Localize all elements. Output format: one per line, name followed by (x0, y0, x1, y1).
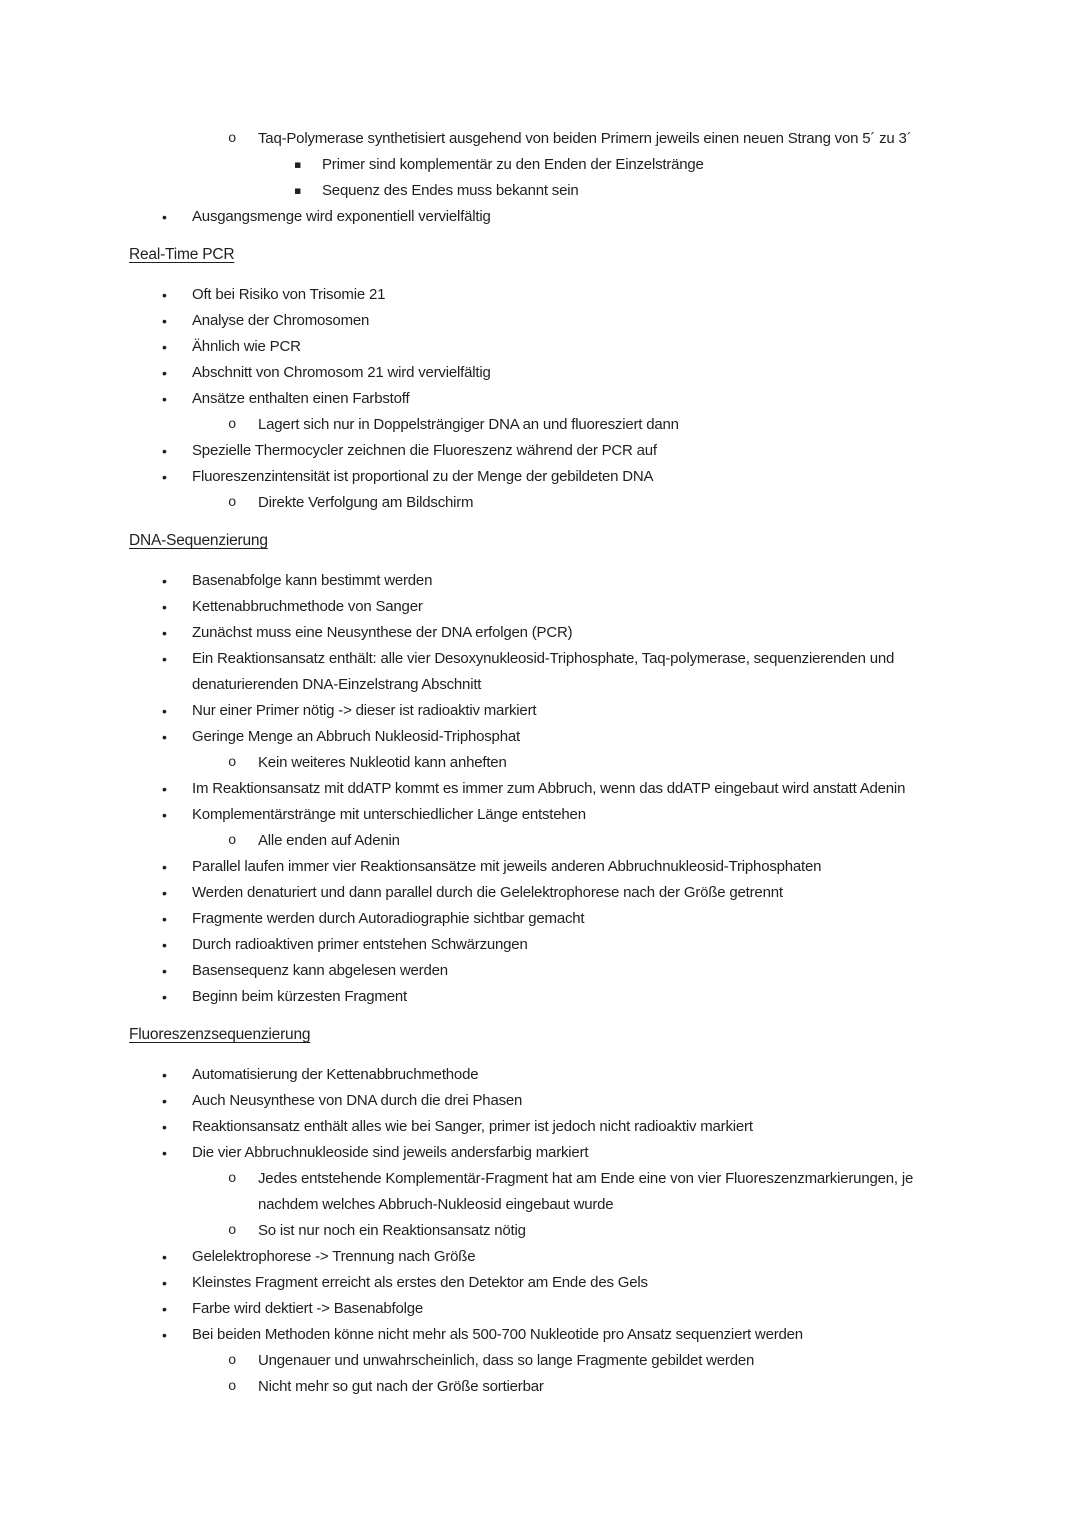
section (129, 126, 955, 230)
list-item-text: Nur einer Primer nötig -> dieser ist radioaktiv markiert (192, 702, 537, 719)
list-item (129, 1270, 955, 1296)
list-item (129, 776, 955, 802)
list-item (129, 906, 955, 932)
list-item (129, 984, 955, 1010)
list-item (129, 1322, 955, 1348)
list-item-text: Zunächst muss eine Neusynthese der DNA erfolgen (PCR) (192, 624, 573, 641)
disc-bullet-icon: • (162, 1249, 167, 1265)
disc-bullet-icon: • (162, 729, 167, 745)
disc-bullet-icon: • (162, 859, 167, 875)
disc-bullet-icon: • (162, 911, 167, 927)
list-item-text: Ein Reaktionsansatz enthält: alle vier Desoxynukleosid-Triphosphate, Taq-polymerase, sequenzierenden und denaturierenden DNA-Einzelstrang Abschnitt (192, 650, 895, 693)
document-body (129, 126, 955, 1400)
list-item (129, 464, 955, 490)
circle-bullet-icon: o (228, 833, 237, 849)
section-heading: Fluoreszenzsequenzierung (129, 1026, 311, 1043)
list-item-text: Ähnlich wie PCR (192, 338, 301, 355)
list-item-text: Direkte Verfolgung am Bildschirm (258, 494, 474, 511)
disc-bullet-icon: • (162, 287, 167, 303)
disc-bullet-icon: • (162, 365, 167, 381)
list-item-text: So ist nur noch ein Reaktionsansatz nötig (258, 1222, 526, 1239)
disc-bullet-icon: • (162, 937, 167, 953)
list-item (129, 1374, 955, 1400)
list-item-text: Kein weiteres Nukleotid kann anheften (258, 754, 507, 771)
list-item-text: Automatisierung der Kettenabbruchmethode (192, 1066, 479, 1083)
list-item (129, 308, 955, 334)
list-item (129, 386, 955, 412)
disc-bullet-icon: • (162, 1327, 167, 1343)
disc-bullet-icon: • (162, 443, 167, 459)
list-item (129, 620, 955, 646)
list-item-text: Fragmente werden durch Autoradiographie sichtbar gemacht (192, 910, 585, 927)
list-item (129, 750, 955, 776)
list-item (129, 1062, 955, 1088)
list-item (129, 490, 955, 516)
list-item-text: Parallel laufen immer vier Reaktionsansätze mit jeweils anderen Abbruchnukleosid-Triphosphaten (192, 858, 822, 875)
list-item-text: Geringe Menge an Abbruch Nukleosid-Triphosphat (192, 728, 520, 745)
list-item-text: Basenabfolge kann bestimmt werden (192, 572, 433, 589)
list-item (129, 1114, 955, 1140)
list-item-text: Im Reaktionsansatz mit ddATP kommt es immer zum Abbruch, wenn das ddATP eingebaut wird anstatt Adenin (192, 780, 906, 797)
circle-bullet-icon: o (228, 131, 237, 147)
disc-bullet-icon: • (162, 599, 167, 615)
disc-bullet-icon: • (162, 703, 167, 719)
list-item-text: Bei beiden Methoden könne nicht mehr als 500-700 Nukleotide pro Ansatz sequenziert werden (192, 1326, 803, 1343)
section-heading: Real-Time PCR (129, 246, 235, 263)
square-bullet-icon: ▪ (294, 184, 302, 197)
list-item-text: Kettenabbruchmethode von Sanger (192, 598, 423, 615)
list-item (129, 958, 955, 984)
disc-bullet-icon: • (162, 339, 167, 355)
section (129, 242, 955, 516)
list-item-text: Fluoreszenzintensität ist proportional zu der Menge der gebildeten DNA (192, 468, 654, 485)
disc-bullet-icon: • (162, 1145, 167, 1161)
list-item (129, 698, 955, 724)
list-item-text: Primer sind komplementär zu den Enden der Einzelstränge (322, 156, 704, 173)
circle-bullet-icon: o (228, 1223, 237, 1239)
list-item-text: Lagert sich nur in Doppelsträngiger DNA an und fluoresziert dann (258, 416, 679, 433)
list-item (129, 724, 955, 750)
list-item-text: Alle enden auf Adenin (258, 832, 400, 849)
disc-bullet-icon: • (162, 1067, 167, 1083)
list-item-text: Ansätze enthalten einen Farbstoff (192, 390, 410, 407)
list-item (129, 178, 955, 204)
disc-bullet-icon: • (162, 1093, 167, 1109)
list-item-text: Abschnitt von Chromosom 21 wird vervielfältig (192, 364, 491, 381)
disc-bullet-icon: • (162, 885, 167, 901)
circle-bullet-icon: o (228, 1353, 237, 1369)
list-item (129, 802, 955, 828)
list-item (129, 1218, 955, 1244)
disc-bullet-icon: • (162, 573, 167, 589)
disc-bullet-icon: • (162, 963, 167, 979)
circle-bullet-icon: o (228, 1171, 237, 1187)
list-item-text: Komplementärstränge mit unterschiedlicher Länge entstehen (192, 806, 586, 823)
bullet-list (129, 126, 955, 230)
list-item-text: Beginn beim kürzesten Fragment (192, 988, 407, 1005)
disc-bullet-icon: • (162, 989, 167, 1005)
list-item (129, 126, 955, 152)
list-item (129, 282, 955, 308)
list-item (129, 880, 955, 906)
circle-bullet-icon: o (228, 755, 237, 771)
list-item (129, 1088, 955, 1114)
section-heading: DNA-Sequenzierung (129, 532, 268, 549)
list-item (129, 204, 955, 230)
list-item (129, 828, 955, 854)
list-item-text: Oft bei Risiko von Trisomie 21 (192, 286, 386, 303)
list-item-text: Ungenauer und unwahrscheinlich, dass so lange Fragmente gebildet werden (258, 1352, 755, 1369)
list-item-text: Sequenz des Endes muss bekannt sein (322, 182, 579, 199)
list-item (129, 932, 955, 958)
list-item (129, 152, 955, 178)
list-item-text: Nicht mehr so gut nach der Größe sortierbar (258, 1378, 544, 1395)
list-item-text: Taq-Polymerase synthetisiert ausgehend von beiden Primern jeweils einen neuen Strang von 5´ zu 3´ (258, 130, 912, 147)
list-item-text: Farbe wird dektiert -> Basenabfolge (192, 1300, 424, 1317)
disc-bullet-icon: • (162, 1275, 167, 1291)
square-bullet-icon: ▪ (294, 158, 302, 171)
circle-bullet-icon: o (228, 1379, 237, 1395)
list-item (129, 568, 955, 594)
list-item (129, 1348, 955, 1374)
disc-bullet-icon: • (162, 313, 167, 329)
list-item (129, 1244, 955, 1270)
disc-bullet-icon: • (162, 1119, 167, 1135)
list-item (129, 854, 955, 880)
bullet-list (129, 568, 955, 1010)
list-item-text: Reaktionsansatz enthält alles wie bei Sanger, primer ist jedoch nicht radioaktiv markiert (192, 1118, 753, 1135)
list-item-text: Ausgangsmenge wird exponentiell vervielfältig (192, 208, 491, 225)
list-item-text: Kleinstes Fragment erreicht als erstes den Detektor am Ende des Gels (192, 1274, 648, 1291)
list-item (129, 334, 955, 360)
section (129, 528, 955, 1010)
list-item (129, 438, 955, 464)
list-item (129, 1166, 955, 1218)
disc-bullet-icon: • (162, 781, 167, 797)
list-item (129, 360, 955, 386)
list-item (129, 646, 955, 698)
disc-bullet-icon: • (162, 625, 167, 641)
list-item (129, 594, 955, 620)
list-item-text: Durch radioaktiven primer entstehen Schwärzungen (192, 936, 528, 953)
disc-bullet-icon: • (162, 807, 167, 823)
disc-bullet-icon: • (162, 1301, 167, 1317)
list-item-text: Die vier Abbruchnukleoside sind jeweils andersfarbig markiert (192, 1144, 589, 1161)
list-item-text: Analyse der Chromosomen (192, 312, 370, 329)
list-item-text: Basensequenz kann abgelesen werden (192, 962, 448, 979)
circle-bullet-icon: o (228, 417, 237, 433)
list-item-text: Spezielle Thermocycler zeichnen die Fluoreszenz während der PCR auf (192, 442, 657, 459)
disc-bullet-icon: • (162, 651, 167, 667)
disc-bullet-icon: • (162, 469, 167, 485)
list-item (129, 1140, 955, 1166)
list-item-text: Jedes entstehende Komplementär-Fragment hat am Ende eine von vier Fluoreszenzmarkierungen, je nachdem welches Abbruch-Nukleosid eingebaut wurde (258, 1170, 914, 1213)
disc-bullet-icon: • (162, 209, 167, 225)
circle-bullet-icon: o (228, 495, 237, 511)
list-item-text: Auch Neusynthese von DNA durch die drei Phasen (192, 1092, 523, 1109)
list-item (129, 412, 955, 438)
list-item (129, 1296, 955, 1322)
bullet-list (129, 282, 955, 516)
list-item-text: Gelelektrophorese -> Trennung nach Größe (192, 1248, 476, 1265)
bullet-list (129, 1062, 955, 1400)
list-item-text: Werden denaturiert und dann parallel durch die Gelelektrophorese nach der Größe getrennt (192, 884, 783, 901)
disc-bullet-icon: • (162, 391, 167, 407)
section (129, 1022, 955, 1400)
